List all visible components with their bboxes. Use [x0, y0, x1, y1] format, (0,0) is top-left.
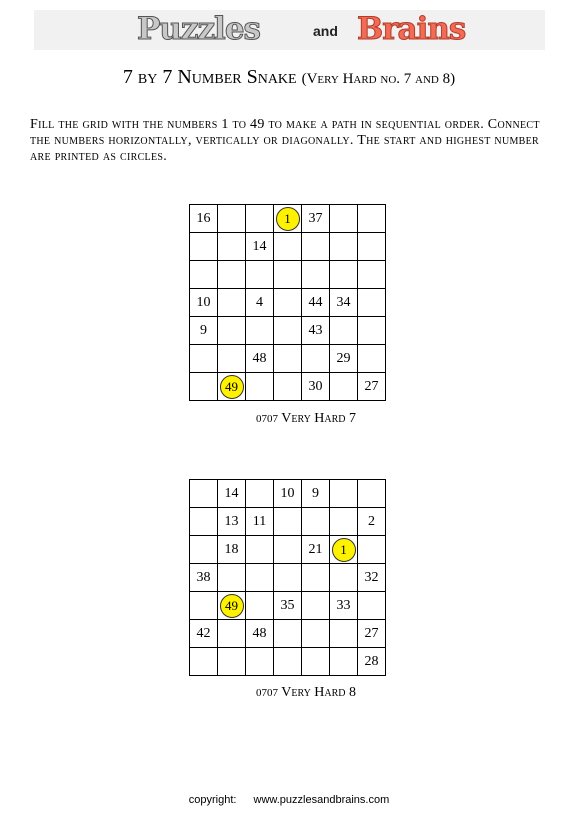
grid-row	[190, 345, 386, 373]
grid-cell[interactable]: 30	[302, 373, 330, 401]
grid-cell[interactable]	[330, 373, 358, 401]
grid-row	[190, 205, 386, 233]
grid-row	[190, 480, 386, 508]
grid-cell[interactable]	[274, 345, 302, 373]
puzzle-name: Very Hard 7	[281, 411, 357, 426]
grid-cell[interactable]	[358, 317, 386, 345]
grid-cell[interactable]: 14	[246, 233, 274, 261]
grid-cell[interactable]	[330, 261, 358, 289]
grid-cell[interactable]	[274, 536, 302, 564]
grid-cell[interactable]: 14	[218, 480, 246, 508]
grid-cell[interactable]	[190, 508, 218, 536]
grid-cell[interactable]: 32	[358, 564, 386, 592]
puzzle-grid-2	[189, 479, 386, 676]
grid-cell[interactable]: 35	[274, 592, 302, 620]
grid-cell[interactable]: 10	[274, 480, 302, 508]
grid-cell[interactable]	[302, 592, 330, 620]
grid-cell[interactable]: 29	[330, 345, 358, 373]
grid-cell[interactable]: 28	[358, 648, 386, 676]
logo-banner	[34, 10, 545, 50]
grid-cell[interactable]	[218, 205, 246, 233]
copyright-footer	[0, 794, 578, 806]
logo-brains: Brains	[357, 11, 466, 47]
grid-cell[interactable]	[274, 620, 302, 648]
grid-cell[interactable]	[246, 317, 274, 345]
grid-cell[interactable]	[218, 648, 246, 676]
grid-cell[interactable]	[330, 480, 358, 508]
grid-cell[interactable]	[302, 648, 330, 676]
grid-cell[interactable]	[302, 508, 330, 536]
grid-cell[interactable]	[358, 289, 386, 317]
title-subtitle: (Very Hard no. 7 and 8)	[301, 71, 456, 87]
copyright-site: www.puzzlesandbrains.com	[253, 794, 390, 806]
grid-cell[interactable]: 33	[330, 592, 358, 620]
grid-cell[interactable]	[246, 205, 274, 233]
grid-cell[interactable]	[190, 261, 218, 289]
grid-row	[190, 648, 386, 676]
grid-cell[interactable]	[190, 480, 218, 508]
logo-and: and	[313, 23, 338, 39]
grid-cell[interactable]: 42	[190, 620, 218, 648]
grid-row	[190, 536, 386, 564]
grid-cell[interactable]	[274, 508, 302, 536]
grid-cell[interactable]	[190, 373, 218, 401]
grid-cell[interactable]	[330, 233, 358, 261]
grid-cell[interactable]	[218, 233, 246, 261]
grid-cell[interactable]	[246, 592, 274, 620]
grid-cell[interactable]	[274, 373, 302, 401]
grid-cell[interactable]: 34	[330, 289, 358, 317]
grid-cell[interactable]	[218, 564, 246, 592]
puzzle-label-1	[256, 411, 356, 427]
grid-cell[interactable]	[330, 508, 358, 536]
title-main: 7 by 7 Number Snake	[122, 66, 297, 88]
grid-row	[190, 592, 386, 620]
grid-cell[interactable]: 37	[302, 205, 330, 233]
grid-cell[interactable]: 44	[302, 289, 330, 317]
grid-cell[interactable]	[302, 261, 330, 289]
grid-row	[190, 620, 386, 648]
grid-cell[interactable]	[358, 205, 386, 233]
grid-cell[interactable]	[246, 564, 274, 592]
grid-cell[interactable]	[218, 345, 246, 373]
grid-cell[interactable]: 43	[302, 317, 330, 345]
grid-cell[interactable]	[190, 592, 218, 620]
grid-cell[interactable]: 2	[358, 508, 386, 536]
puzzle-name: Very Hard 8	[281, 685, 357, 700]
puzzle-code: 0707	[256, 413, 278, 425]
grid-cell[interactable]	[274, 648, 302, 676]
grid-cell[interactable]: 38	[190, 564, 218, 592]
grid-cell[interactable]	[274, 289, 302, 317]
grid-row	[190, 508, 386, 536]
grid-row	[190, 564, 386, 592]
grid-cell[interactable]	[246, 536, 274, 564]
grid-cell[interactable]: 21	[302, 536, 330, 564]
grid-cell[interactable]	[330, 205, 358, 233]
grid-cell[interactable]	[274, 261, 302, 289]
grid-row	[190, 317, 386, 345]
grid-cell[interactable]: 13	[218, 508, 246, 536]
grid-cell[interactable]	[302, 564, 330, 592]
grid-cell[interactable]	[190, 345, 218, 373]
grid-row	[190, 289, 386, 317]
grid-cell[interactable]	[330, 620, 358, 648]
grid-cell[interactable]: 4	[246, 289, 274, 317]
grid-row	[190, 261, 386, 289]
grid-row	[190, 233, 386, 261]
grid-cell[interactable]: 16	[190, 205, 218, 233]
grid-cell[interactable]	[190, 536, 218, 564]
grid-cell[interactable]: 48	[246, 345, 274, 373]
grid-cell[interactable]	[358, 536, 386, 564]
grid-cell[interactable]	[274, 317, 302, 345]
grid-cell[interactable]	[330, 648, 358, 676]
circled-number: 49	[220, 594, 244, 618]
grid-cell[interactable]	[330, 317, 358, 345]
grid-cell[interactable]	[190, 233, 218, 261]
grid-cell[interactable]: 27	[358, 620, 386, 648]
grid-cell[interactable]	[218, 373, 246, 401]
grid-cell[interactable]: 10	[190, 289, 218, 317]
grid-cell[interactable]: 18	[218, 536, 246, 564]
grid-cell[interactable]	[274, 205, 302, 233]
grid-cell[interactable]	[302, 345, 330, 373]
grid-cell[interactable]	[218, 620, 246, 648]
logo-puzzles: Puzzles	[137, 11, 261, 47]
grid-cell[interactable]	[358, 480, 386, 508]
grid-cell[interactable]	[358, 261, 386, 289]
grid-cell[interactable]	[330, 564, 358, 592]
grid-cell[interactable]: 27	[358, 373, 386, 401]
grid-cell[interactable]	[218, 317, 246, 345]
grid-cell[interactable]	[358, 233, 386, 261]
grid-cell[interactable]	[190, 648, 218, 676]
grid-cell[interactable]	[218, 289, 246, 317]
grid-cell[interactable]	[358, 345, 386, 373]
grid-cell[interactable]: 9	[190, 317, 218, 345]
copyright-label: copyright:	[188, 794, 237, 806]
grid-cell[interactable]	[246, 261, 274, 289]
puzzle-label-2	[256, 685, 356, 701]
grid-cell[interactable]: 48	[246, 620, 274, 648]
circled-number: 49	[220, 375, 244, 399]
puzzle-grid-1	[189, 204, 386, 401]
instructions: Fill the grid with the numbers 1 to 49 to make a path in sequential order. Connect the numbers horizontally, vertically or diagonally. The start and highest number are printed as circles.	[30, 117, 540, 164]
grid-row	[190, 373, 386, 401]
grid-cell[interactable]	[246, 480, 274, 508]
puzzle-code: 0707	[256, 687, 278, 699]
grid-cell[interactable]	[274, 233, 302, 261]
grid-cell[interactable]	[218, 592, 246, 620]
grid-cell[interactable]	[358, 592, 386, 620]
circled-number: 1	[332, 538, 356, 562]
grid-cell[interactable]	[246, 648, 274, 676]
grid-cell[interactable]: 9	[302, 480, 330, 508]
circled-number: 1	[276, 207, 300, 231]
page-title	[0, 66, 578, 89]
grid-cell[interactable]	[246, 373, 274, 401]
grid-cell[interactable]	[274, 564, 302, 592]
grid-cell[interactable]	[302, 620, 330, 648]
grid-cell[interactable]	[302, 233, 330, 261]
grid-cell[interactable]	[218, 261, 246, 289]
grid-cell[interactable]: 11	[246, 508, 274, 536]
grid-cell[interactable]	[330, 536, 358, 564]
